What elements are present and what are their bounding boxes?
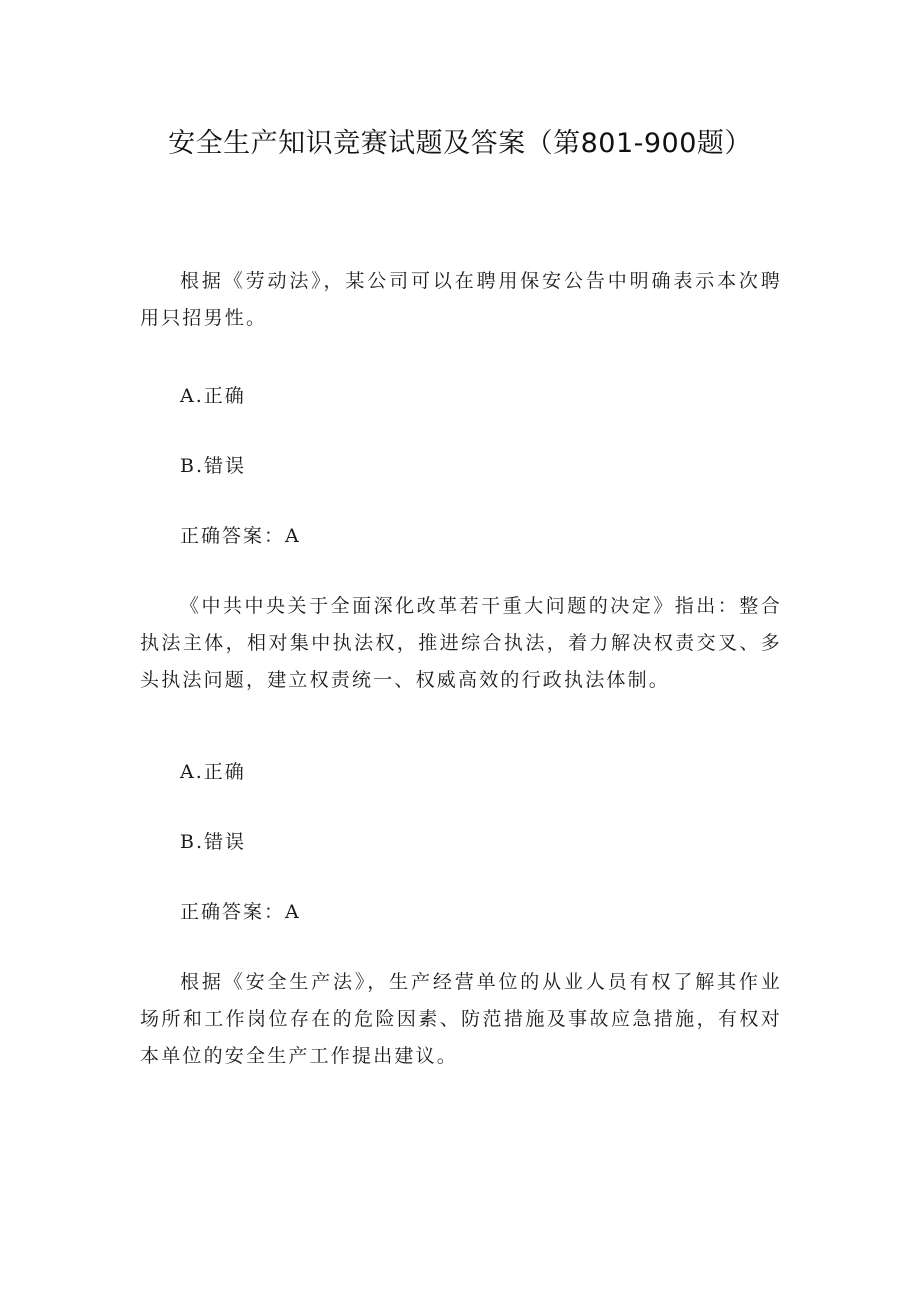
question-1-answer: 正确答案：A: [180, 525, 301, 547]
question-2-answer: 正确答案：A: [180, 901, 301, 923]
question-2-text: 《中共中央关于全面深化改革若干重大问题的决定》指出：整合执法主体，相对集中执法权，推进综合执法，着力解决权责交叉、多头执法问题，建立权责统一、权威高效的行政执法体制。: [140, 595, 782, 691]
question-1-text: 根据《劳动法》，某公司可以在聘用保安公告中明确表示本次聘用只招男性。: [140, 270, 782, 329]
question-2-option-b: B.错误: [180, 831, 247, 853]
document-title: 安全生产知识竞赛试题及答案（第801-900题）: [168, 128, 752, 159]
question-3-text: 根据《安全生产法》，生产经营单位的从业人员有权了解其作业场所和工作岗位存在的危险因素、防范措施及事故应急措施，有权对本单位的安全生产工作提出建议。: [140, 971, 782, 1067]
question-1-option-a: A.正确: [180, 385, 246, 407]
question-1-option-b: B.错误: [180, 455, 247, 477]
question-2-option-a: A.正确: [180, 761, 246, 783]
